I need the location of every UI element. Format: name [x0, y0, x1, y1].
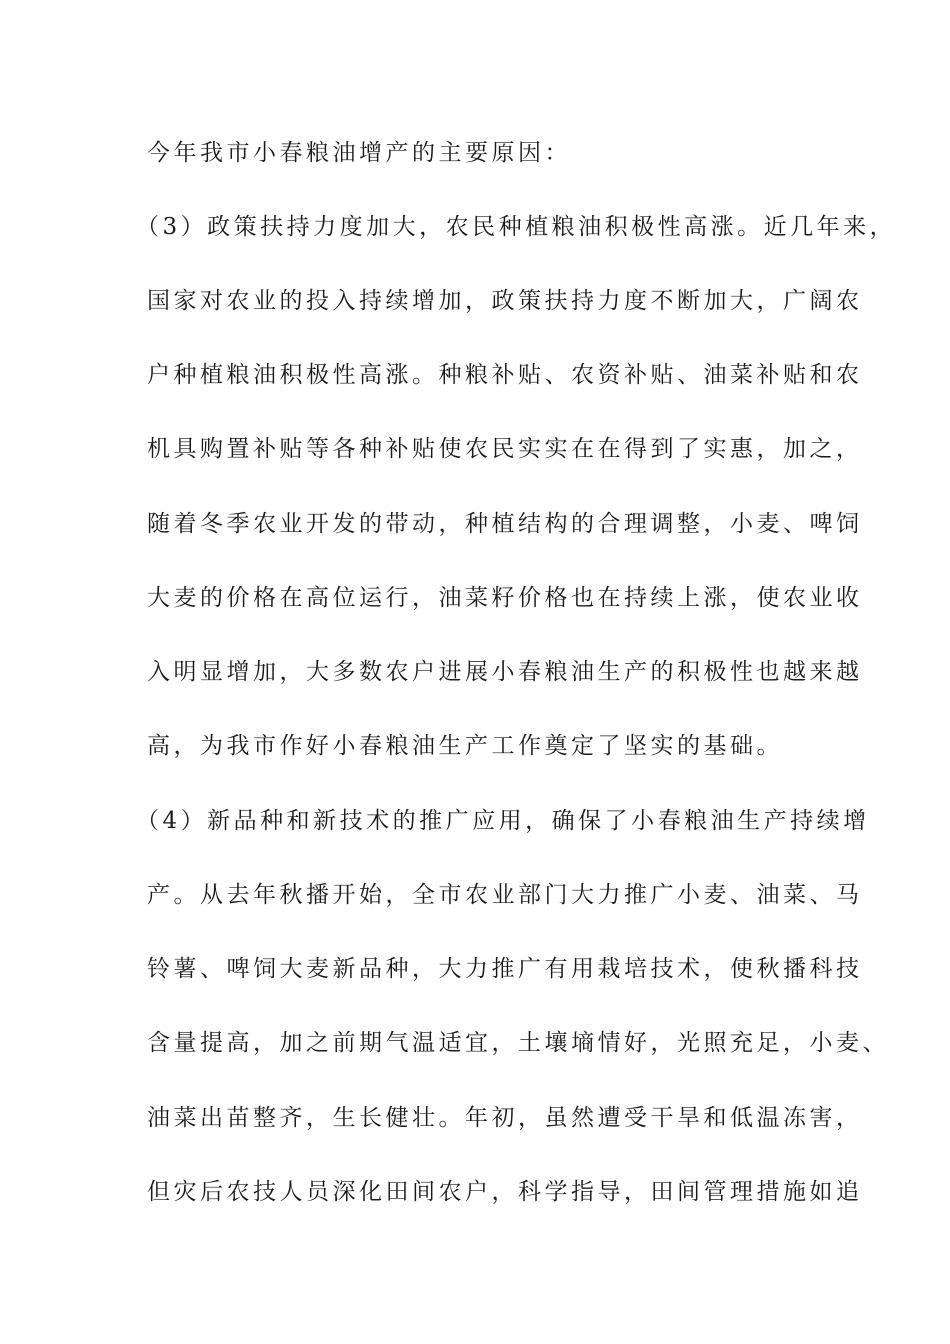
text-line-12: 铃薯、啤饲大麦新品种，大力推广有用栽培技术，使秋播科技	[147, 956, 863, 982]
text-line-14: 油菜出苗整齐，生长健壮。年初，虽然遭受干旱和低温冻害，	[147, 1105, 863, 1131]
text-line-6: 随着冬季农业开发的带动，种植结构的合理调整，小麦、啤饲	[147, 511, 863, 537]
text-line-7: 大麦的价格在高位运行，油菜籽价格也在持续上涨，使农业收	[147, 585, 863, 611]
text-line-1: 今年我市小春粮油增产的主要原因：	[147, 140, 571, 166]
text-line-8: 入明显增加，大多数农户进展小春粮油生产的积极性也越来越	[147, 659, 863, 685]
text-line-3: 国家对农业的投入持续增加，政策扶持力度不断加大，广阔农	[147, 288, 863, 314]
text-line-13: 含量提高，加之前期气温适宜，土壤墒情好，光照充足，小麦、	[147, 1030, 889, 1056]
text-line-15: 但灾后农技人员深化田间农户，科学指导，田间管理措施如追	[147, 1179, 863, 1205]
text-line-11: 产。从去年秋播开始，全市农业部门大力推广小麦、油菜、马	[147, 882, 863, 908]
text-line-5: 机具购置补贴等各种补贴使农民实实在在得到了实惠，加之，	[147, 436, 863, 462]
text-line-2: （3）政策扶持力度加大，农民种植粮油积极性高涨。近几年来，	[136, 214, 897, 240]
text-line-9: 高，为我市作好小春粮油生产工作奠定了坚实的基础。	[147, 733, 783, 759]
text-line-4: 户种植粮油积极性高涨。种粮补贴、农资补贴、油菜补贴和农	[147, 362, 863, 388]
text-line-10: （4）新品种和新技术的推广应用，确保了小春粮油生产持续增	[136, 808, 870, 834]
